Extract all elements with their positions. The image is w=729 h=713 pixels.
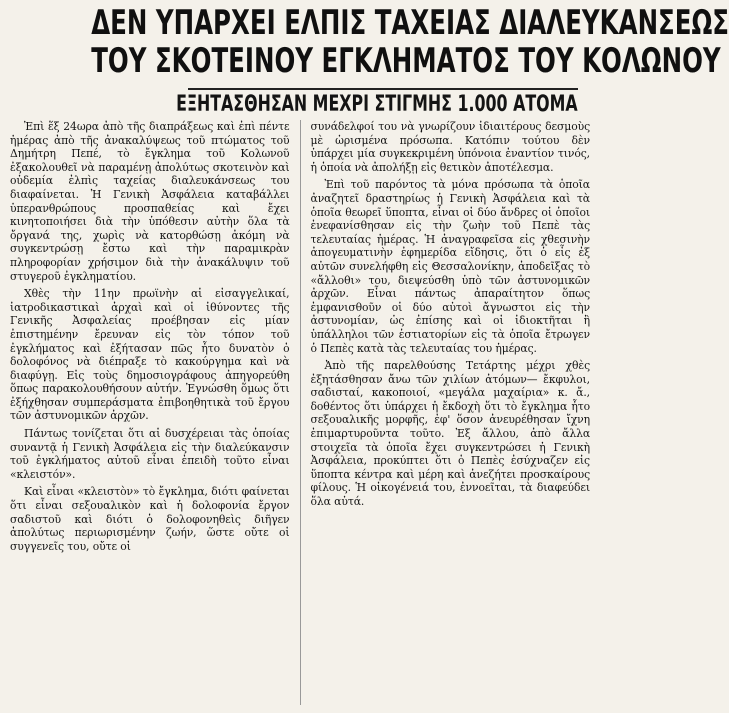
- paragraph: Ἀπὸ τῆς παρελθούσης Τετάρτης μέχρι χθὲς ἐξητάσθησαν ἄνω τῶν χιλίων ἀτόμων— ἔκφυλοι, σαδισταί, κακοποιοί, «μεγάλα μαχαίρια» κ. ἄ., δοθέντος ὅτι ὑπάρχει ἡ ἔκδοχὴ ὅτι τὸ ἔγκλημα ἦτο σεξουαλικῆς μορφῆς, ἐφ' ὅσον ἀνευρέθησαν ἴχνη ἐπιμαρτυροῦντα τοῦτο. Ἐξ ἄλλου, ἀπὸ ἄλλα στοιχεῖα τὰ ὁποῖα ἔχει συγκεντρώσει ἡ Γενικὴ Ἀσφάλεια, προκύπτει ὅτι ὁ Πεπὲς ἐσύχναζεν εἰς ὕποπτα κέντρα καὶ μέρη καὶ ἀνεζήτει προσκαίρους φίλους. Ἡ οἰκογένειά του, ἐννοεῖται, τὰ διαφεύδει ὅλα αὐτά.: [310, 359, 591, 509]
- article-column-right: [311, 120, 591, 705]
- paragraph: Ἐπὶ ἕξ 24ωρα ἀπὸ τῆς διαπράξεως καὶ ἐπὶ πέντε ἡμέρας ἀπὸ τῆς ἀνακαλύψεως τοῦ πτώματος τοῦ Δημήτρη Πεπέ, τὸ ἔγκλημα τοῦ Κολωνοῦ ἐξακολουθεῖ νὰ παραμένῃ ἀπολύτως σκοτεινὸν καὶ οὐδεμία ἐλπὶς ταχείας διαλευκάνσεως του διαφαίνεται. Ἡ Γενικὴ Ἀσφάλεια καταβάλλει ὑπερανθρώπους προσπαθείας καὶ ἔχει κινητοποιήσει διὰ τὴν ὑπόθεσιν αὐτὴν ὅλα τὰ ὄργανά της, χωρὶς νὰ κατορθώσῃ ἀκόμη νὰ συγκεντρώσῃ ἔστω καὶ τὴν παραμικρὰν πληροφορίαν χρήσιμον διὰ τὴν ἀνακάλυψιν τοῦ στυγεροῦ ἐγκληματίου.: [10, 120, 290, 283]
- paragraph: Καὶ εἶναι «κλειστὸν» τὸ ἔγκλημα, διότι φαίνεται ὅτι εἶναι σεξουαλικὸν καὶ ἡ δολοφονία ἔργον σαδιστοῦ καὶ διότι ὁ δολοφονηθεὶς διῆγεν ἀπολύτως περιωρισμένην ζωήν, ὥστε οὔτε οἱ συγγενεῖς του, οὔτε οἱ: [10, 485, 290, 553]
- headline-line-1: ΔΕΝ ΥΠΑΡΧΕΙ ΕΛΠΙΣ ΤΑΧΕΙΑΣ ΔΙΑΛΕΥΚΑΝΣΕΩΣ: [91, 3, 729, 43]
- paragraph: Ἐπὶ τοῦ παρόντος τὰ μόνα πρόσωπα τὰ ὁποῖα ἀναζητεῖ δραστηρίως ἡ Γενικὴ Ἀσφάλεια καὶ τὰ ὁποῖα θεωρεῖ ὕποπτα, εἶναι οἱ δύο ἄνδρες οἱ ὁποῖοι ἐνεφανίσθησαν εἰς τὴν ζωὴν τοῦ Πεπὲ τὰς τελευταίας ἡμέρας. Ἡ ἀναγραφεῖσα εἰς χθεσινὴν ἀπογευματινὴν ἐφημερίδα εἴδησις, ὅτι ὁ εἷς ἐξ αὐτῶν συνελήφθη εἰς Θεσσαλονίκην, ἀποδεῖξας τὸ «ἄλλοθι» του, διεψεύσθη ὑπὸ τῶν ἀστυνομικῶν ἀρχῶν. Εἶναι πάντως ἀπαραίτητον ὅπως ἐμφανισθοῦν οἱ δύο αὐτοὶ ἄγνωστοι εἰς τὴν ἀστυνομίαν, ὡς ἐπίσης καὶ οἱ ἰδιοκτῆται ἢ ὑπάλληλοι τῶν ἑστιατορίων εἰς τὰ ὁποῖα ἔτρωγεν ὁ Πεπὲς κατὰ τὰς τελευταίας του ἡμέρας.: [310, 178, 591, 355]
- subheadline: ΕΞΗΤΑΣΘΗΣΑΝ ΜΕΧΡΙ ΣΤΙΓΜΗΣ 1.000 ΑΤΟΜΑ: [176, 92, 578, 117]
- paragraph: Πάντως τονίζεται ὅτι αἱ δυσχέρειαι τὰς ὁποίας συναντᾷ ἡ Γενικὴ Ἀσφάλεια εἰς τὴν διαλεύκανσιν τοῦ ἐγκλήματος αὐτοῦ εἶναι ἐπειδὴ τοῦτο εἶναι «κλειστόν».: [10, 427, 290, 481]
- article-columns: [10, 120, 590, 705]
- headline-line-2: ΤΟΥ ΣΚΟΤΕΙΝΟΥ ΕΓΚΛΗΜΑΤΟΣ ΤΟΥ ΚΟΛΩΝΟΥ: [91, 41, 721, 81]
- subheadline-block: [10, 86, 590, 120]
- paragraph: Χθὲς τὴν 11ην πρωϊνὴν αἱ εἰσαγγελικαί, ἰατροδικαστικαὶ ἀρχαὶ καὶ οἱ ἰθύνοντες τῆς Γενικῆς Ἀσφαλείας προέβησαν εἰς μίαν ἐπιστημένην ἔρευναν εἰς τὸν τόπον τοῦ ἐγκλήματος καὶ ἐξήτασαν πῶς ἦτο δυνατὸν ὁ δολοφόνος νὰ διέπραξε τὸ κακούργημα καὶ νὰ διαφύγῃ. Εἰς τοὺς δημοσιογράφους ἀπηγορεύθη ὅπως παρακολουθήσουν αὐτήν. Ἐγνώσθη ὅμως ὅτι ἐξήχθησαν συμπεράσματα ἐπιβοηθητικὰ τοῦ ἔργου τῶν ἀστυνομικῶν ἀρχῶν.: [10, 287, 290, 423]
- subheadline-rule: [188, 88, 578, 90]
- headline: [10, 3, 729, 86]
- article-column-left: [10, 120, 290, 705]
- paragraph: συνάδελφοί του νὰ γνωρίζουν ἰδιαιτέρους δεσμοὺς μὲ ὡρισμένα πρόσωπα. Κατόπιν τούτου δὲν ὑπάρχει μία συγκεκριμένη ὑπόνοια ἐναντίον τινός, ἡ ὁποία νὰ ἀπολήξῃ εἰς θετικὸν ἀποτέλεσμα.: [310, 120, 591, 174]
- column-divider: [300, 120, 301, 705]
